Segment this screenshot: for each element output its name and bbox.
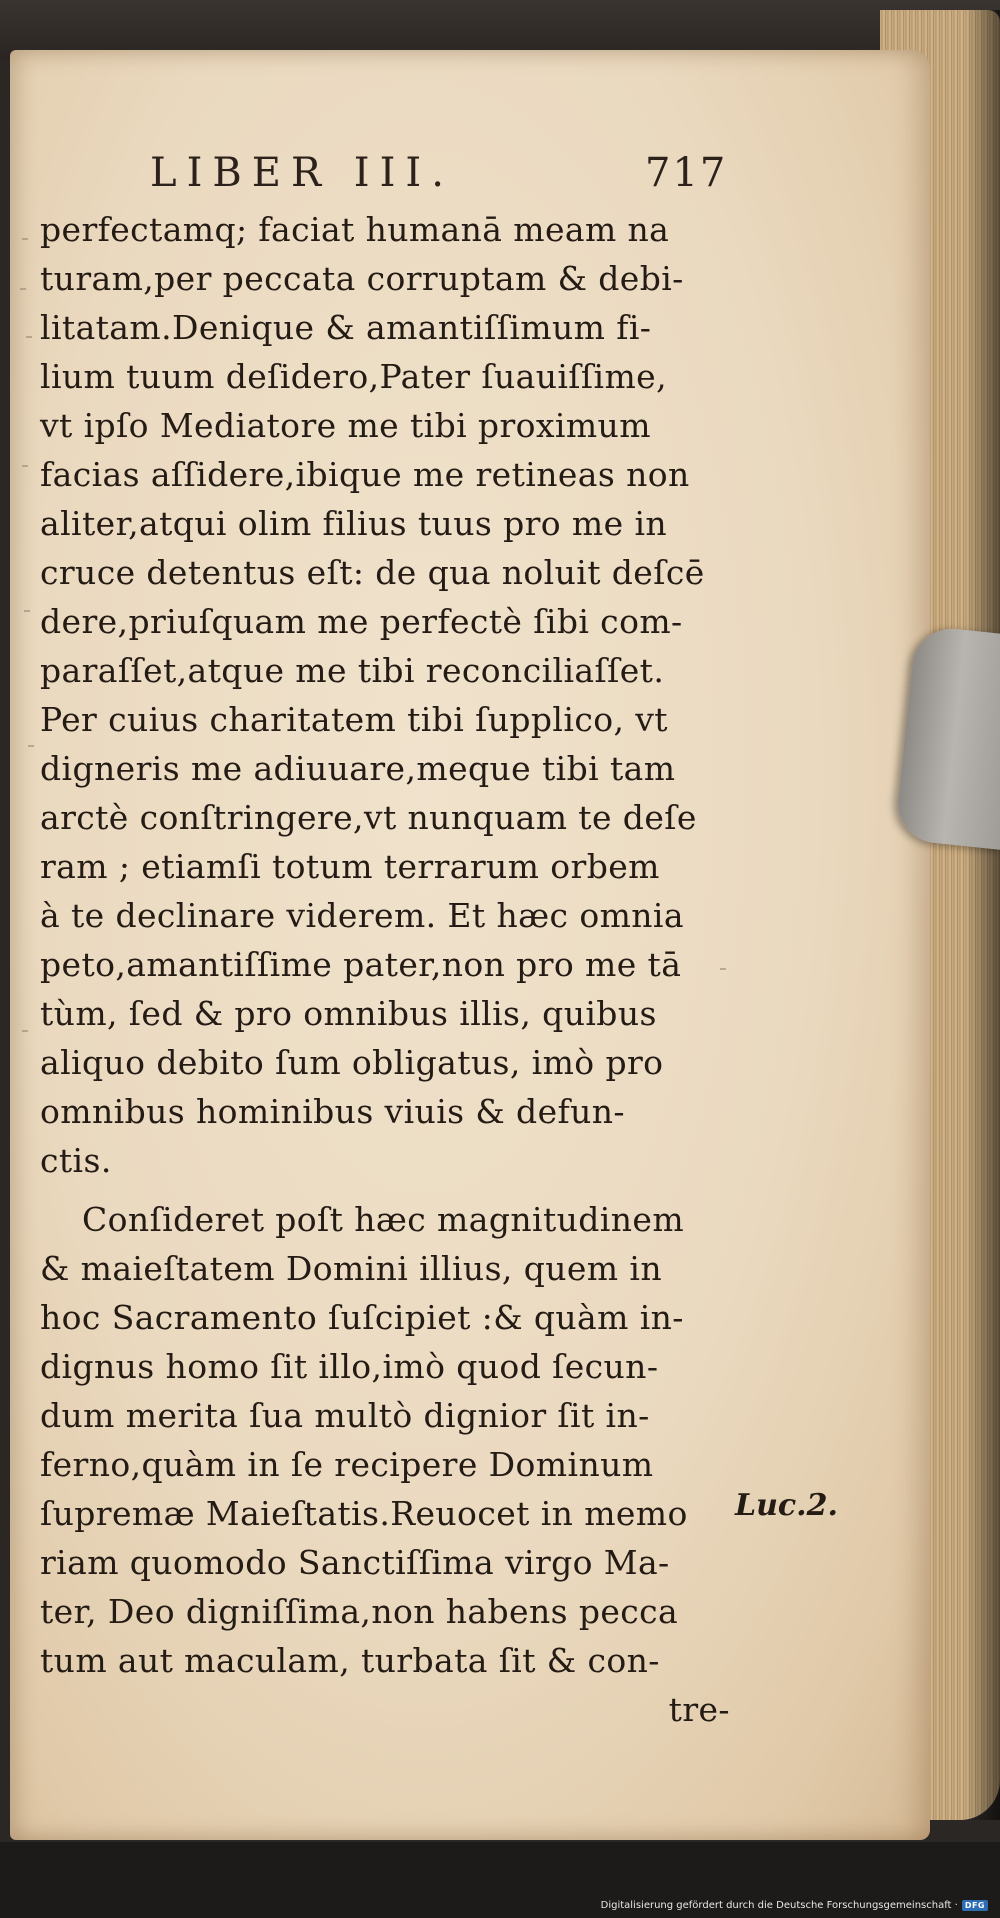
text-line: Per cuius charitatem tibi ſupplico, vt: [40, 700, 668, 739]
margin-speck: [20, 288, 26, 290]
text-line: peto,amantiſſime pater,non pro me tā: [40, 945, 682, 984]
text-line: tre-: [668, 1690, 730, 1729]
text-line: hoc Sacramento ſuſcipiet :& quàm in-: [40, 1298, 684, 1337]
text-line: dum merita ſua multò dignior ſit in-: [40, 1396, 650, 1435]
margin-speck: [22, 465, 28, 467]
text-line: aliter,atqui olim filius tuus pro me in: [40, 504, 668, 543]
digitization-credit: [601, 1900, 988, 1911]
margin-speck: [28, 745, 34, 747]
running-head: LIBER III.: [150, 150, 454, 196]
text-line: ſupremæ Maieſtatis.Reuocet in memo: [40, 1494, 688, 1533]
text-line: paraſſet,atque me tibi reconciliaſſet.: [40, 651, 665, 690]
text-line: ctis.: [40, 1141, 112, 1180]
text-line: tum aut maculam, turbata ſit & con-: [40, 1641, 660, 1680]
text-line: à te declinare viderem. Et hæc omnia: [40, 896, 684, 935]
text-line: ram ; etiamſi totum terrarum orbem: [40, 847, 660, 886]
text-line: litatam.Denique & amantiſſimum fi-: [40, 308, 652, 347]
text-line: riam quomodo Sanctiſſima virgo Ma-: [40, 1543, 670, 1582]
margin-speck: [22, 238, 28, 240]
text-line: Conſideret poſt hæc magnitudinem: [82, 1200, 685, 1239]
text-line: ferno,quàm in ſe recipere Dominum: [40, 1445, 654, 1484]
text-line: turam,per peccata corruptam & debi-: [40, 259, 684, 298]
margin-speck: [26, 336, 32, 338]
body-text: [40, 205, 740, 1734]
margin-speck: [24, 610, 30, 612]
dfg-logo-icon: DFG: [962, 1900, 988, 1911]
credit-text: Digitalisierung gefördert durch die Deutsche Forschungsgemeinschaft ·: [600, 1900, 958, 1911]
margin-speck: [22, 1030, 28, 1032]
text-line: & maieſtatem Domini illius, quem in: [40, 1249, 662, 1288]
margin-note: Luc.2.: [735, 1488, 838, 1523]
text-line: tùm, ſed & pro omnibus illis, quibus: [40, 994, 657, 1033]
text-line: digneris me adiuuare,meque tibi tam: [40, 749, 676, 788]
text-line: lium tuum deſidero,Pater ſuauiſſime,: [40, 357, 667, 396]
text-line: cruce detentus eſt: de qua noluit deſcē: [40, 553, 705, 592]
text-line: omnibus hominibus viuis & defun-: [40, 1092, 625, 1131]
text-line: ter, Deo digniſſima,non habens pecca: [40, 1592, 679, 1631]
page-number: 717: [645, 150, 728, 196]
text-line: arctè conſtringere,vt nunquam te deſe: [40, 798, 697, 837]
text-line: vt ipſo Mediatore me tibi proximum: [40, 406, 651, 445]
text-line: aliquo debito ſum obligatus, imò pro: [40, 1043, 664, 1082]
text-line: facias aſſidere,ibique me retineas non: [40, 455, 690, 494]
text-line: dignus homo ſit illo,imò quod ſecun-: [40, 1347, 659, 1386]
book-edge-shadow: [965, 10, 1000, 1820]
text-line: dere,priuſquam me perfectè ſibi com-: [40, 602, 683, 641]
text-line: perfectamq; faciat humanā meam na: [40, 210, 670, 249]
margin-speck: [720, 968, 726, 970]
